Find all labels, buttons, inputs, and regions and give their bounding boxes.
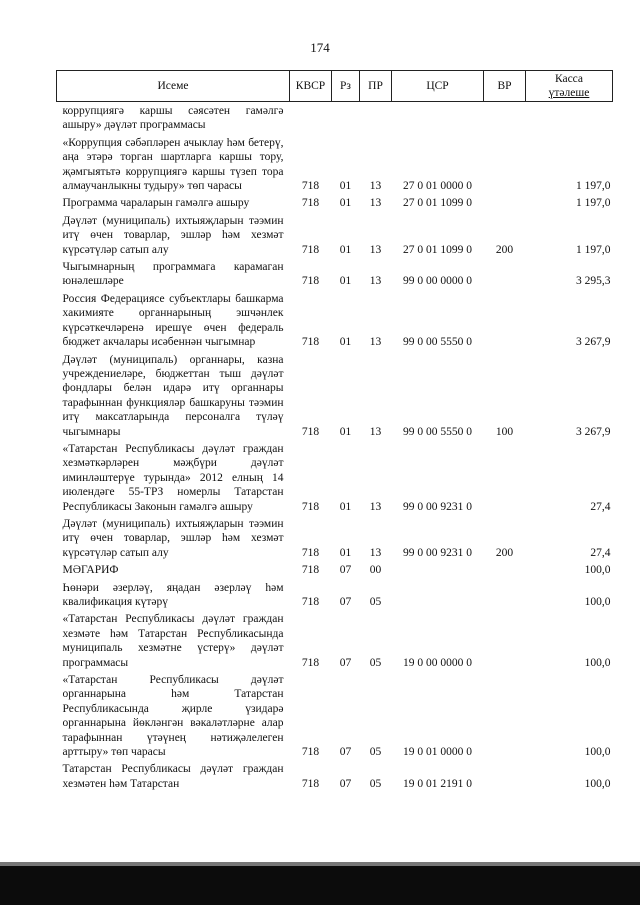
cell-pr: 00 (369, 564, 382, 577)
cell-csr: 99 0 00 0000 0 (403, 275, 472, 288)
cell-kassa (526, 102, 613, 134)
cell-rz: 07 (339, 564, 352, 577)
cell-name: коррупциягә каршы сәясәтен гамәлгә ашыру» дәүләт программасы (62, 105, 284, 132)
cell-csr: 99 0 00 5550 0 (403, 425, 472, 438)
cell-rz: 01 (339, 546, 352, 559)
cell-kvsr: 718 (301, 336, 320, 349)
cell-rz (332, 102, 360, 134)
cell-kassa: 100,0 (584, 656, 611, 669)
header-kassa-line1: Касса (554, 72, 584, 85)
page-number: 174 (310, 40, 330, 55)
cell-rz: 07 (339, 656, 352, 669)
cell-kvsr: 718 (301, 275, 320, 288)
table-header (57, 71, 613, 102)
header-kassa-line2: үтәлеше (548, 87, 590, 99)
cell-pr: 13 (369, 336, 382, 349)
cell-kvsr: 718 (301, 596, 320, 608)
cell-name: Дәүләт (муниципаль) ихтыяҗларын тәэмин итү өчен товарлар, эшләр һәм хезмәт күрсәтүләр сатып алу (62, 517, 284, 559)
cell-rz: 01 (339, 425, 352, 438)
cell-name: «Татарстан Республикасы дәүләт граждан хезмәте һәм Татарстан Республикасында муниципаль хезмәтне үстерү» дәүләт программасы (62, 613, 284, 669)
cell-csr: 27 0 01 0000 0 (403, 180, 472, 193)
cell-rz: 07 (339, 746, 352, 759)
cell-pr: 05 (369, 746, 382, 759)
table-row (57, 440, 613, 515)
cell-rz: 01 (339, 243, 352, 256)
cell-kvsr: 718 (301, 746, 320, 759)
cell-pr: 13 (369, 500, 382, 513)
cell-csr (392, 102, 484, 134)
cell-kvsr: 718 (301, 777, 320, 790)
cell-vr: 100 (495, 425, 514, 438)
table-row (57, 579, 613, 611)
cell-rz: 07 (339, 777, 352, 790)
header-rz: Рз (332, 71, 360, 102)
cell-csr: 19 0 00 0000 0 (403, 656, 472, 669)
table-row (57, 212, 613, 258)
budget-table (56, 70, 613, 792)
cell-csr: 27 0 01 1099 0 (403, 197, 472, 210)
header-csr: ЦСР (392, 71, 484, 102)
table-row (57, 610, 613, 671)
cell-name: Һөнәри әзерләү, яңадан әзерләү һәм квалификация күтәрү (62, 581, 284, 608)
cell-csr: 19 0 01 2191 0 (403, 777, 472, 790)
cell-kvsr: 718 (301, 564, 320, 577)
cell-pr: 05 (369, 777, 382, 790)
cell-vr (484, 290, 526, 351)
cell-vr (484, 258, 526, 290)
cell-kassa: 100,0 (584, 596, 611, 608)
table-row (57, 258, 613, 290)
scan-bottom-border (0, 866, 640, 905)
cell-rz: 01 (339, 275, 352, 288)
cell-vr (484, 561, 526, 578)
cell-vr (484, 134, 526, 195)
cell-csr: 99 0 00 9231 0 (403, 500, 472, 513)
cell-name: Дәүләт (муниципаль) ихтыяҗларын тәэмин итү өчен товарлар, эшләр һәм хезмәт күрсәтүләр сатып алу (62, 214, 284, 256)
header-vr: ВР (484, 71, 526, 102)
cell-vr (484, 579, 526, 611)
header-name: Исеме (57, 71, 290, 102)
cell-kvsr: 718 (301, 425, 320, 438)
cell-pr: 13 (369, 275, 382, 288)
cell-rz: 01 (339, 336, 352, 349)
cell-kassa: 1 197,0 (576, 243, 611, 256)
cell-kassa: 3 267,9 (576, 425, 611, 438)
cell-pr: 13 (369, 546, 382, 559)
cell-rz: 07 (339, 596, 352, 608)
table-row (57, 671, 613, 760)
cell-kassa: 3 267,9 (576, 336, 611, 349)
header-kassa (526, 71, 613, 102)
cell-kvsr: 718 (301, 656, 320, 669)
cell-rz: 01 (339, 180, 352, 193)
cell-kvsr: 718 (301, 243, 320, 256)
cell-kassa: 100,0 (584, 777, 611, 790)
cell-pr: 13 (369, 425, 382, 438)
cell-vr (484, 671, 526, 760)
table-row (57, 561, 613, 578)
cell-kassa: 100,0 (584, 746, 611, 759)
table-row (57, 194, 613, 211)
cell-kassa: 27,4 (590, 546, 611, 559)
table-row (57, 102, 613, 134)
cell-vr (484, 102, 526, 134)
cell-vr (484, 610, 526, 671)
cell-name: «Татарстан Республикасы дәүләт граждан хезмәткәрләрен мәҗбүри дәүләт иминләштерүе турында» 2012 елның 14 июлендәге 55-ТРЗ номерлы Татарстан Республикасы Законын гамәлгә ашыру (62, 442, 284, 513)
table-row (57, 134, 613, 195)
cell-csr: 19 0 01 0000 0 (403, 746, 472, 759)
cell-kvsr: 718 (301, 180, 320, 193)
cell-vr: 200 (495, 546, 514, 559)
cell-vr: 200 (495, 243, 514, 256)
cell-kvsr: 718 (301, 546, 320, 559)
cell-kassa: 1 197,0 (576, 197, 611, 210)
cell-vr (484, 760, 526, 792)
cell-pr: 13 (369, 243, 382, 256)
header-kvsr: КВСР (290, 71, 332, 102)
cell-name: Россия Федерациясе субъектлары башкарма хакимияте органнарының эшчәнлек күрсәткечләренә ирешүе өчен федераль бюджет акчалары исәбеннән чыгымнар (62, 292, 284, 349)
cell-csr: 27 0 01 1099 0 (403, 243, 472, 256)
cell-pr: 13 (369, 180, 382, 193)
cell-name: МӘГАРИФ (62, 564, 119, 577)
table-row (57, 290, 613, 351)
cell-name: Дәүләт (муниципаль) органнары, казна учреждениеләре, бюджеттан тыш дәүләт фондлары белән идарә итү органнары тарафыннан функцияләр башкаруны тәэмин итү максатларында персоналга түләү чыгымнары (62, 353, 284, 438)
cell-rz: 01 (339, 500, 352, 513)
cell-name: Татарстан Республикасы дәүләт граждан хезмәтен һәм Татарстан (62, 763, 284, 790)
cell-kvsr: 718 (301, 197, 320, 210)
cell-vr (484, 440, 526, 515)
cell-pr: 13 (369, 197, 382, 210)
cell-name: «Татарстан Республикасы дәүләт органнарына һәм Татарстан Республикасында җирле үзидарә органнарына йөкләнгән вәкаләтләрне алар тарафыннан үтәүнең нәтиҗәлелеген арттыру» төп чарасы (62, 674, 284, 759)
cell-name: «Коррупция сәбәпләрен ачыклау һәм бетерү, аңа этәрә торган шартларга каршы тору, җәмгыятьтә коррупциягә каршы түзеп тора алмаучанлыкны тудыру» төп чарасы (62, 136, 284, 193)
table-row (57, 760, 613, 792)
cell-kvsr (290, 102, 332, 134)
cell-kassa: 1 197,0 (576, 180, 611, 193)
cell-csr: 99 0 00 9231 0 (403, 546, 472, 559)
cell-csr: 99 0 00 5550 0 (403, 336, 472, 349)
cell-pr: 05 (369, 656, 382, 669)
table-row (57, 515, 613, 561)
cell-pr: 05 (369, 596, 382, 608)
cell-rz: 01 (339, 197, 352, 210)
cell-kassa: 3 295,3 (576, 275, 611, 288)
cell-vr (484, 194, 526, 211)
cell-name: Программа чараларын гамәлгә ашыру (62, 197, 250, 210)
cell-kvsr: 718 (301, 500, 320, 513)
cell-csr (392, 579, 484, 611)
cell-kassa: 27,4 (590, 500, 611, 513)
cell-kassa: 100,0 (584, 564, 611, 577)
table-body (57, 102, 613, 793)
cell-csr (392, 561, 484, 578)
cell-name: Чыгымнарның программага карамаган юнәлешләре (62, 261, 284, 288)
cell-pr (360, 102, 392, 134)
header-pr: ПР (360, 71, 392, 102)
table-row (57, 351, 613, 440)
